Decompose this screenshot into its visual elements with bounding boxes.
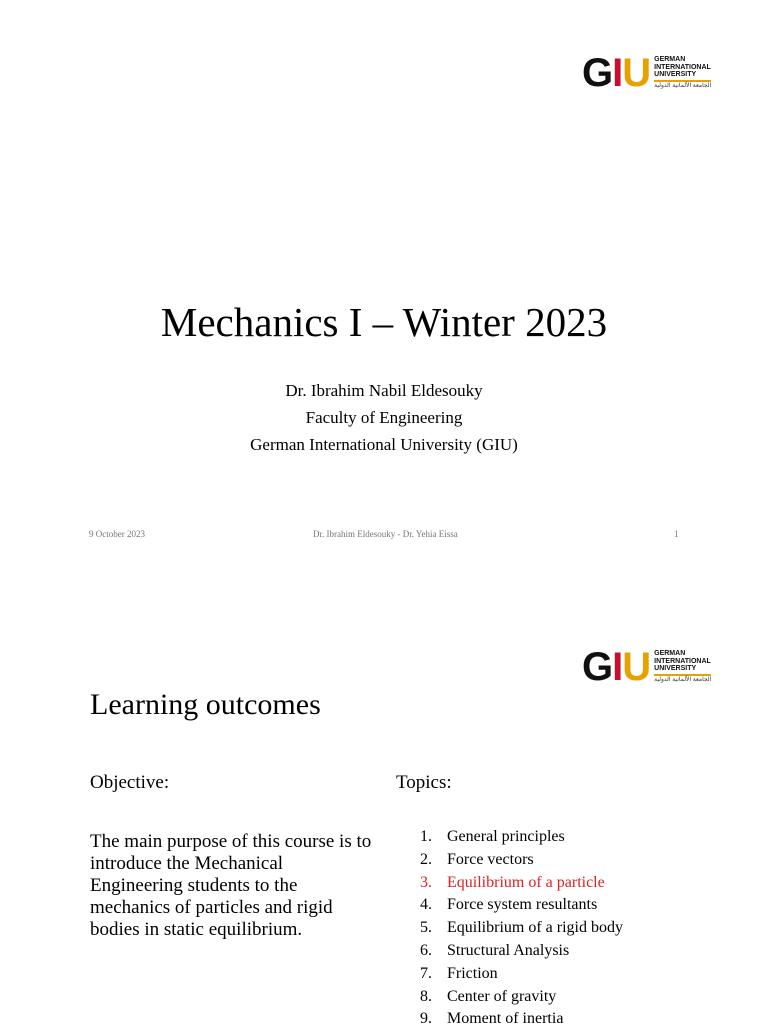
topic-item (420, 894, 623, 917)
topic-item (420, 1008, 623, 1031)
topic-label: Moment of inertia (447, 1010, 564, 1028)
footer-authors: Dr. Ibrahim Eldesouky - Dr. Yehia Eissa (313, 529, 458, 539)
topic-label: Equilibrium of a rigid body (447, 919, 623, 937)
topic-label: Center of gravity (447, 987, 557, 1005)
topics-label: Topics: (396, 772, 452, 793)
topic-number: 5. (420, 919, 432, 937)
topic-item (420, 940, 623, 963)
author-name: Dr. Ibrahim Nabil Eldesouky (285, 381, 483, 400)
topic-number: 8. (420, 987, 432, 1005)
slide-title: Mechanics I – Winter 2023 (160, 299, 608, 345)
topic-item (420, 917, 623, 940)
topic-number: 2. (420, 850, 432, 868)
giu-logo-text: GERMAN INTERNATIONAL UNIVERSITY الجامعة الألمانية الدولية (654, 650, 712, 683)
topic-item (420, 849, 623, 872)
topic-label: Friction (447, 964, 498, 982)
topic-number: 7. (420, 964, 432, 982)
footer-date: 9 October 2023 (89, 529, 145, 539)
giu-logo (582, 647, 711, 687)
objective-label: Objective: (90, 772, 170, 793)
giu-logo-mark: G I U (582, 51, 651, 95)
topic-item (420, 872, 623, 895)
topic-item (420, 986, 623, 1009)
footer-page-number: 1 (674, 529, 679, 539)
topics-list (420, 826, 623, 1031)
topic-number: 3. (420, 873, 432, 891)
giu-logo-mark: G I U (582, 645, 651, 689)
topic-item (420, 826, 623, 849)
topic-label: Equilibrium of a particle (447, 873, 605, 891)
learning-outcomes-slide (0, 590, 768, 1028)
topic-number: 1. (420, 828, 432, 845)
slide-heading: Learning outcomes (90, 688, 321, 721)
topic-label: Force vectors (447, 850, 534, 868)
topic-number: 6. (420, 941, 432, 959)
topic-label: General principles (447, 828, 565, 845)
topic-number: 9. (420, 1010, 432, 1028)
objective-text: The main purpose of this course is to introduce the Mechanical Engineering students to the mechanics of particles and rigid bodies in static equilibrium. (90, 831, 372, 940)
topic-label: Structural Analysis (447, 941, 570, 959)
giu-logo (582, 53, 711, 93)
faculty-name: Faculty of Engineering (305, 408, 463, 427)
topic-label: Force system resultants (447, 896, 598, 914)
topic-item (420, 963, 623, 986)
university-name: German International University (GIU) (250, 435, 518, 454)
topic-number: 4. (420, 896, 432, 914)
giu-logo-text: GERMAN INTERNATIONAL UNIVERSITY الجامعة الألمانية الدولية (654, 56, 712, 89)
